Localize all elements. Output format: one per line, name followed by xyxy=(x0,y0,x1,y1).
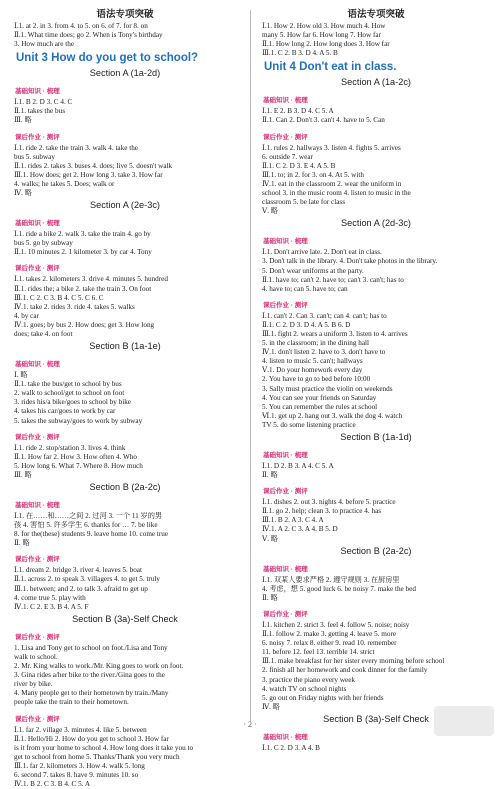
answer-line: Ⅱ.1. rides 2. takes 3. buses 4. does; live 5. doesn't walk xyxy=(14,161,173,170)
answer-line: 4. have to; can 5. have to; can xyxy=(262,284,348,293)
answer-line: 4. 考虑，想 5. good luck 6. be noisy 7. make the bed xyxy=(262,584,416,593)
answer-line: Ⅱ.1. go 2. help; clean 3. to practice 4. has xyxy=(262,507,382,516)
answer-line: Ⅱ.1. across 2. to speak 3. villagers 4. to get 5. truly xyxy=(14,575,161,584)
answer-line: people take the train to their hometown. xyxy=(14,698,129,707)
answer-line: Ⅲ.1. How does; get 2. How long 3. take 3. How far xyxy=(14,170,163,179)
answer-line: Ⅲ.1. to; in 2. for 3. on 4. At 5. with xyxy=(262,170,364,179)
answer-line: is it from your home to school 4. How long does it take you to xyxy=(14,743,194,752)
answer-line: Ⅴ. 略 xyxy=(262,207,278,216)
answer-line: Ⅱ. 略 xyxy=(262,471,278,480)
answer-line: Ⅱ.1. What time does; go 2. When is Tony's birthday xyxy=(14,31,163,40)
column-divider xyxy=(250,10,251,722)
answer-line: Ⅳ.1. goes; by bus 2. How does; get 3. How long xyxy=(14,320,155,329)
exercise-tag: 课后作业 · 测评 xyxy=(263,610,308,618)
answer-line: Ⅲ.1. make breakfast for her sister every morning before school xyxy=(262,657,445,666)
answer-line: Ⅱ.1. take the bus/get to school by bus xyxy=(14,380,122,389)
answer-line: 4. come true 5. play with xyxy=(14,593,86,602)
answer-line: 1. Lisa and Tony get to school on foot./Lisa and Tony xyxy=(14,643,168,652)
answer-line: Ⅳ.1. C 2. E 3. B 4. A 5. F xyxy=(14,602,89,611)
section-heading: Section A (2d-3c) xyxy=(341,218,411,229)
answer-line: Ⅰ.1. kitchen 2. strict 3. feel 4. follow 5. noise; noisy xyxy=(262,620,410,629)
answer-line: 6. second 7. takes 8. have 9. minutes 10. so xyxy=(14,770,139,779)
exercise-tag: 基础知识 · 梳理 xyxy=(263,452,308,459)
exercise-tag: 课后作业 · 测评 xyxy=(15,633,60,641)
answer-line: Ⅱ. 略 xyxy=(262,593,278,602)
exercise-tag: 课后作业 · 测评 xyxy=(15,265,60,273)
answer-line: 2. walk to school/get to school on foot xyxy=(14,389,125,398)
answer-line: Ⅰ.1. B 2. D 3. C 4. C xyxy=(14,98,73,107)
exercise-tag: 基础知识 · 梳理 xyxy=(263,238,308,246)
answer-line: 5. in the classroom; in the dining hall xyxy=(262,339,369,348)
answer-line: Ⅰ.1. ride 2. take the train 3. walk 4. take the xyxy=(14,143,138,152)
answer-line: Ⅰ.1. takes 2. kilometers 3. drive 4. minutes 5. hundred xyxy=(14,275,168,284)
answer-line: Ⅱ.1. rides the; a bike 2. take the train 3. On foot xyxy=(14,284,152,293)
answer-line: Ⅰ.1. ride a bike 2. walk 3. take the train 4. go by xyxy=(14,230,151,239)
answer-line: 2. finish all her homework and cook dinner for the family xyxy=(262,666,428,675)
answer-line: Ⅱ.1. C 2. D 3. E 4. A 5. B xyxy=(262,161,336,170)
answer-line: Ⅰ.1. ride 2. stop/station 3. lives 4. think xyxy=(14,443,126,452)
answer-line: Ⅱ.1. 10 minutes 2. 1 kilometer 3. by car 4. Tony xyxy=(14,248,152,257)
answer-line: Ⅳ.1. don't listen 2. have to 3. don't have to xyxy=(262,348,386,357)
answer-line: Ⅰ. 略 xyxy=(14,371,28,380)
exercise-tag: 基础知识 · 梳理 xyxy=(15,361,60,369)
answer-line: 8. for the(these) students 9. leave home 10. come true xyxy=(14,530,169,539)
answer-line: Ⅵ.1. get up 2. hang out 3. walk the dog 4. watch xyxy=(262,411,403,420)
exercise-tag: 课后作业 · 测评 xyxy=(15,715,60,723)
exercise-tag: 基础知识 · 梳理 xyxy=(263,565,308,573)
answer-line: Ⅴ. 略 xyxy=(262,534,278,543)
unit-heading: Unit 3 How do you get to school? xyxy=(16,52,199,65)
section-title: 语法专项突破 xyxy=(347,9,405,20)
answer-line: Ⅴ.1. Do your homework every day xyxy=(262,366,363,375)
answer-line: 3. Sally must practice the violin on weekends xyxy=(262,384,393,393)
answer-line: 4. listen to music 5. can't; hallways xyxy=(262,357,363,366)
answer-line: Ⅲ.1. far 2. kilometers 3. How 4. walk 5. long xyxy=(14,761,145,770)
exercise-tag: 课后作业 · 测评 xyxy=(263,488,308,496)
answer-line: 4. Many people get to their hometown by train./Many xyxy=(14,689,169,698)
answer-line: Ⅰ.1. E 2. B 3. D 4. C 5. A xyxy=(262,107,334,116)
section-heading: Section B (1a-1d) xyxy=(340,432,412,442)
answer-line: Ⅰ.1. dream 2. bridge 3. river 4. leaves 5. boat xyxy=(14,566,142,575)
exercise-tag: 基础知识 · 梳理 xyxy=(15,88,60,96)
answer-line: Ⅱ.1. How long 2. How long does 3. How far xyxy=(262,40,390,49)
answer-line: Ⅱ.1. Can 2. Don't 3. can't 4. have to 5. Can xyxy=(262,116,385,125)
exercise-tag: 基础知识 · 梳理 xyxy=(263,97,308,105)
answer-line: Ⅱ.1. How far 2. How 3. How often 4. Who xyxy=(14,452,137,461)
answer-line: Ⅰ.1. 双某人要求严格 2. 遵守规则 3. 在厨房里 xyxy=(262,575,400,584)
right-column xyxy=(262,8,490,753)
section-heading: Section B (1a-1e) xyxy=(89,341,161,352)
answer-line: 4. takes his car/goes to work by car xyxy=(14,407,116,416)
answer-line: Ⅳ.1. A 2. C 3. A 4. B 5. D xyxy=(262,525,338,534)
answer-line: 5. You can remember the rules at school xyxy=(262,402,378,411)
answer-line: 3. How much are the xyxy=(14,40,75,49)
answer-line: 2. You have to go to bed before 10:00 xyxy=(262,375,371,384)
answer-line: Ⅱ.1. takes the bus xyxy=(14,107,65,116)
section-heading: Section A (1a-2c) xyxy=(341,77,411,88)
answer-line: TV 5. do some listening practice xyxy=(262,420,356,429)
answer-line: 3. Don't talk in the library. 4. Don't take photos in the library. xyxy=(262,257,438,266)
answer-line: many 5. How far 6. How long 7. How far xyxy=(262,31,381,40)
answer-line: 孩 4. 害怕 5. 许多学生 6. thanks for … 7. be like xyxy=(14,521,158,530)
answer-line: Ⅱ.1. follow 2. make 3. getting 4. leave 5. more xyxy=(262,630,397,639)
answer-line: Ⅳ.1. B 2. C 3. B 4. C 5. A xyxy=(14,780,91,789)
answer-line: Ⅲ.1. B 2. A 3. C 4. A xyxy=(262,516,324,525)
answer-line: 3. practice the piano every week xyxy=(262,675,355,684)
answer-line: Ⅰ.1. far 2. village 3. minutes 4. like 5. between xyxy=(14,725,147,734)
answer-line: 11. before 12. feel 13. terrible 14. strict xyxy=(262,648,375,657)
answer-line: walk to school. xyxy=(14,652,58,661)
exercise-tag: 基础知识 · 梳理 xyxy=(263,733,308,741)
answer-line: bus 5. subway xyxy=(14,152,55,161)
answer-line: 5. Don't wear uniforms at the party. xyxy=(262,266,364,275)
answer-line: 3. Gina rides a/her bike to the river./Gina goes to the xyxy=(14,671,165,680)
answer-line: 6. noisy 7. relax 8. either 9. read 10. remember xyxy=(262,639,397,648)
page-number: · 2 · xyxy=(243,720,257,729)
answer-line: Ⅰ.1. C 2. D 3. A 4. B xyxy=(262,743,320,752)
unit-heading: Unit 4 Don't eat in class. xyxy=(264,61,397,74)
answer-line: school 3. in the music room 4. listen to music in the xyxy=(262,189,411,198)
section-heading: Section B (3a)-Self Check xyxy=(72,613,178,624)
answer-line: Ⅱ.1. have to; can't 2. have to; can't 3. can't; has to xyxy=(262,275,404,284)
answer-line: Ⅳ. 略 xyxy=(262,702,280,711)
answer-line: river by bike. xyxy=(14,680,53,689)
answer-line: Ⅰ.1. Don't arrive late. 2. Don't eat in class. xyxy=(262,248,382,257)
exercise-tag: 课后作业 · 测评 xyxy=(15,133,60,141)
exercise-tag: 课后作业 · 测评 xyxy=(15,556,60,564)
answer-line: 2. Mr. King walks to work./Mr. King goes to work on foot. xyxy=(14,662,184,671)
answer-line: Ⅰ.1. rules 2. hallways 3. listen 4. fights 5. arrives xyxy=(262,143,401,152)
answer-line: 4. watch TV on school nights xyxy=(262,684,347,693)
watermark-logo xyxy=(434,706,494,736)
exercise-tag: 课后作业 · 测评 xyxy=(263,301,308,309)
answer-line: Ⅳ.1. eat in the classroom 2. wear the uniform in xyxy=(262,179,402,188)
answer-line: Ⅰ.1. 在……和……之间 2. 过河 3. 一个 11 岁的男 xyxy=(14,512,163,520)
answer-line: 5. How long 6. What 7. Where 8. How much xyxy=(14,461,143,470)
exercise-tag: 课后作业 · 测评 xyxy=(263,133,308,141)
section-heading: Section B (3a)-Self Check xyxy=(323,713,429,724)
answer-line: Ⅳ. 略 xyxy=(14,189,32,198)
answer-line: 3. rides his/a bike/goes to school by bike xyxy=(14,398,131,407)
answer-line: Ⅱ.1. C 2. D 3. D 4. A 5. B 6. D xyxy=(262,320,351,329)
answer-line: Ⅳ.1. take 2. rides 3. ride 4. takes 5. walks xyxy=(14,302,135,311)
answer-line: classroom 5. be late for class xyxy=(262,198,346,207)
answer-line: Ⅱ.1. Hello/Hi 2. How do you get to school 3. How far xyxy=(14,734,169,743)
answer-line: Ⅰ.1. at 2. in 3. from 4. to 5. on 6. of 7. for 8. on xyxy=(14,22,148,30)
answer-line: 4. by car xyxy=(14,311,39,320)
answer-line: Ⅰ.1. How 2. How old 3. How much 4. How xyxy=(262,22,386,30)
answer-line: Ⅰ.1. D 2. B 3. A 4. C 5. A xyxy=(262,462,334,470)
section-heading: Section B (2a-2c) xyxy=(340,545,412,556)
answer-line: Ⅰ.1. can't 2. Can 3. can't; can 4. can't; has to xyxy=(262,311,387,320)
answer-line: 4. You can see your friends on Saturday xyxy=(262,393,377,402)
exercise-tag: 基础知识 · 梳理 xyxy=(15,502,60,509)
answer-line: 4. walks; he takes 5. Does; walk or xyxy=(14,179,115,188)
section-heading: Section A (2e-3c) xyxy=(90,200,160,211)
answer-line: bus 5. go by subway xyxy=(14,239,73,248)
answer-line: does; take 4. on foot xyxy=(14,329,73,338)
left-column xyxy=(14,8,236,789)
answer-line: Ⅱ. 略 xyxy=(14,539,30,548)
answer-line: Ⅲ.1. between; and 2. to talk 3. afraid to get up xyxy=(14,584,148,593)
answer-line: Ⅲ.1. C 2. C 3. B 4. C 5. C 6. C xyxy=(14,293,104,302)
answer-line: Ⅲ.1. fight 2. wears a uniform 3. listen to 4. arrives xyxy=(262,329,408,338)
answer-line: 6. outside 7. wear xyxy=(262,152,313,161)
section-heading: Section A (1a-2d) xyxy=(89,68,161,79)
answer-line: 5. go out on Friday nights with her friends xyxy=(262,693,384,702)
answer-line: Ⅲ. 略 xyxy=(14,116,32,125)
answer-line: Ⅰ.1. dishes 2. out 3. nights 4. before 5. practice xyxy=(262,498,396,507)
answer-line: Ⅲ. 略 xyxy=(14,470,32,479)
answer-line: 5. takes the subway/goes to work by subway xyxy=(14,416,143,425)
answer-line: Ⅲ.1. C 2. B 3. D 4. A 5. B xyxy=(262,49,338,58)
section-heading: Section B (2a-2c) xyxy=(89,482,161,492)
exercise-tag: 基础知识 · 梳理 xyxy=(15,220,60,228)
section-title: 语法专项突破 xyxy=(96,9,154,20)
answer-line: get to school from home 5. Thanks/Thank you very much xyxy=(14,752,180,761)
exercise-tag: 课后作业 · 测评 xyxy=(15,433,60,441)
